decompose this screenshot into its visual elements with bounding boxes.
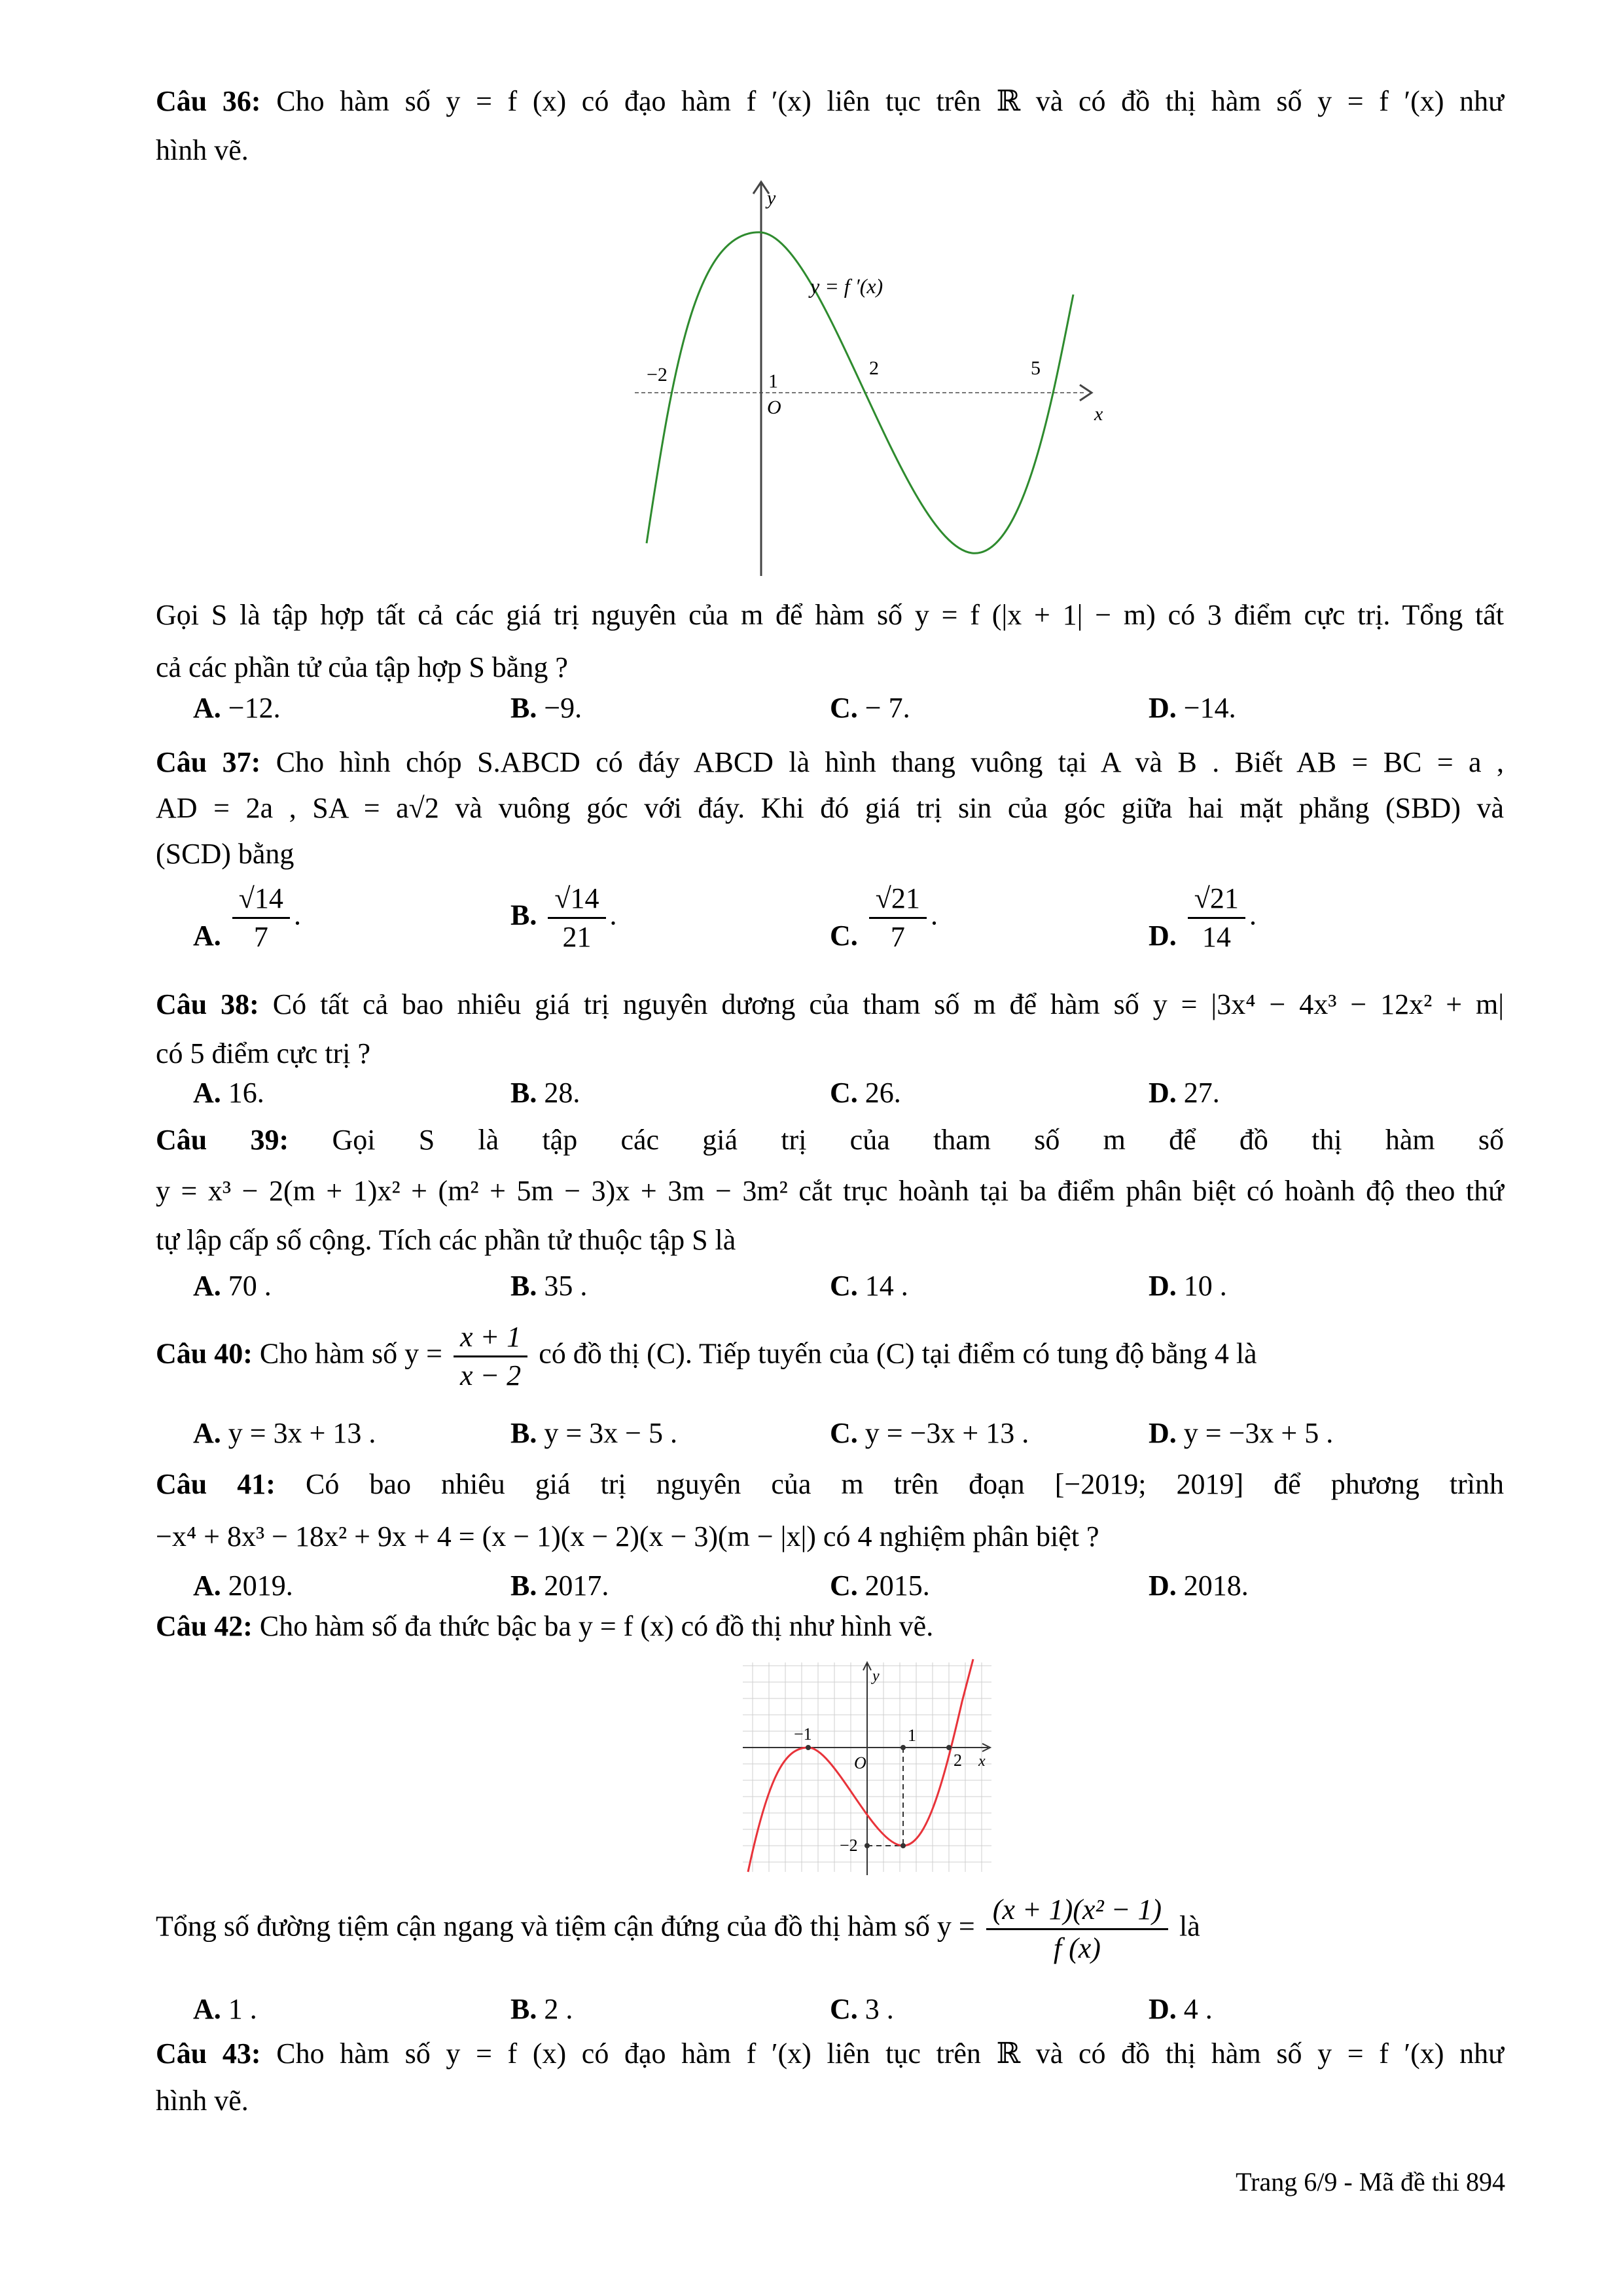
q42-tick-neg1: −1 [794, 1725, 812, 1744]
q41-line2: −x⁴ + 8x³ − 18x² + 9x + 4 = (x − 1)(x − 2)(x − 3)(m − |x|) có 4 nghiệm phân biệt ? [156, 1520, 1099, 1552]
q36-text1: Cho hàm số y = f (x) có đạo hàm f ′(x) liên tục trên ℝ và có đồ thị hàm số y = f ′(x) như [276, 85, 1504, 117]
q36-line4: cả các phần tử của tập hợp S bằng ? [156, 651, 568, 683]
q42-option-b[interactable]: B. 2 . [510, 1993, 573, 2025]
q36-curve-label: y = f ′(x) [810, 274, 883, 298]
q38-option-d[interactable]: D. 27. [1149, 1077, 1220, 1109]
q42-tick-1: 1 [908, 1726, 916, 1745]
q41-text1: Có bao nhiêu giá trị nguyên của m trên đoạn [−2019; 2019] để phương trình [306, 1468, 1505, 1500]
q38-option-a[interactable]: A. 16. [193, 1077, 264, 1109]
q42-pre: Tổng số đường tiệm cận ngang và tiệm cận đứng của đồ thị hàm số y = [156, 1910, 975, 1943]
q39-option-b[interactable]: B. 35 . [510, 1270, 588, 1302]
q40-line1 [156, 1319, 1504, 1394]
q41-label: Câu 41: [156, 1468, 276, 1500]
q38-line2: có 5 điểm cực trị ? [156, 1037, 371, 1069]
q36-line3: Gọi S là tập hợp tất cả các giá trị nguyên của m để hàm số y = f (|x + 1| − m) có 3 điểm cực trị. Tổng tất [156, 599, 1504, 631]
q43-text1: Cho hàm số y = f (x) có đạo hàm f ′(x) liên tục trên ℝ và có đồ thị hàm số y = f ′(x) như [276, 2037, 1504, 2070]
q42-option-d[interactable]: D. 4 . [1149, 1993, 1213, 2025]
q39-text1: Gọi S là tập các giá trị của tham số m để đồ thị hàm số [332, 1124, 1505, 1156]
q36-tick-5: 5 [1031, 357, 1041, 379]
q39-line1 [156, 1121, 1504, 1160]
q41-option-b[interactable]: B. 2017. [510, 1570, 609, 1602]
q42-text1: Cho hàm số đa thức bậc ba y = f (x) có đồ thị như hình vẽ. [259, 1610, 934, 1642]
q37-option-b[interactable]: B. $\frac{√14}{21}$ . [510, 880, 617, 956]
q41-option-d[interactable]: D. 2018. [1149, 1570, 1249, 1602]
q36-tick-1: 1 [768, 370, 778, 392]
q43-line2: hình vẽ. [156, 2085, 249, 2117]
q39-option-c[interactable]: C. 14 . [830, 1270, 908, 1302]
q37-line2: AD = 2a , SA = a√2 và vuông góc với đáy. Khi đó giá trị sin của góc giữa hai mặt phẳng (SBD) và [156, 792, 1504, 824]
q37-line3: (SCD) bằng [156, 838, 294, 870]
q42-x-label: x [978, 1753, 986, 1770]
q36-origin: O [767, 397, 781, 418]
q36-label: Câu 36: [156, 85, 261, 117]
q37-label: Câu 37: [156, 746, 261, 778]
q42-point-max [806, 1745, 811, 1750]
q37-text1: Cho hình chóp S.ABCD có đáy ABCD là hình thang vuông tại A và B . Biết AB = BC = a , [276, 746, 1505, 778]
q42-line2 [156, 1892, 1504, 1967]
q40-option-a[interactable]: A. y = 3x + 13 . [193, 1417, 376, 1449]
q42-origin: O [854, 1753, 866, 1772]
q40-post: có đồ thị (C). Tiếp tuyến của (C) tại điểm có tung độ bằng 4 là [539, 1337, 1257, 1370]
q42-point-x2 [946, 1745, 952, 1750]
q36-option-c[interactable]: C. − 7. [830, 692, 910, 724]
q42-point-x1 [901, 1745, 906, 1750]
q42-option-c[interactable]: C. 3 . [830, 1993, 894, 2025]
q38-option-c[interactable]: C. 26. [830, 1077, 901, 1109]
q39-line3: tự lập cấp số cộng. Tích các phần tử thuộc tập S là [156, 1224, 736, 1256]
q36-option-a[interactable]: A. −12. [193, 692, 281, 724]
q42-option-a[interactable]: A. 1 . [193, 1993, 257, 2025]
q36-x-label: x [1094, 403, 1103, 425]
q42-y-label: y [872, 1668, 880, 1685]
q43-label: Câu 43: [156, 2037, 261, 2070]
q42-fraction: $\frac{\text{(x + 1)(x² − 1)}}{f (x)}$ [986, 1892, 1168, 1967]
q37-option-c[interactable]: C. $\frac{√21}{7}$ . [830, 880, 938, 956]
q40-pre: Cho hàm số y = [259, 1337, 442, 1370]
q39-option-d[interactable]: D. 10 . [1149, 1270, 1227, 1302]
q36-line1 [156, 82, 1504, 121]
q37-option-d[interactable]: D. $\frac{√21}{14}$ . [1149, 880, 1257, 956]
q41-option-a[interactable]: A. 2019. [193, 1570, 293, 1602]
q39-label: Câu 39: [156, 1124, 289, 1156]
q36-line2: hình vẽ. [156, 134, 249, 166]
q42-tick-2: 2 [954, 1751, 962, 1770]
q37-option-a[interactable]: A. $\frac{√14}{7}$ . [193, 880, 301, 956]
q40-label: Câu 40: [156, 1337, 253, 1370]
q42-label: Câu 42: [156, 1610, 253, 1642]
q40-option-b[interactable]: B. y = 3x − 5 . [510, 1417, 677, 1449]
q36-option-d[interactable]: D. −14. [1149, 692, 1236, 724]
q36-option-b[interactable]: B. −9. [510, 692, 582, 724]
q40-option-d[interactable]: D. y = −3x + 5 . [1149, 1417, 1334, 1449]
q36-derivative-graph [628, 177, 1126, 583]
q38-label: Câu 38: [156, 988, 259, 1020]
q40-option-c[interactable]: C. y = −3x + 13 . [830, 1417, 1029, 1449]
q42-tick-neg2: −2 [840, 1836, 858, 1855]
q42-point-min [901, 1843, 906, 1848]
q43-line1 [156, 2034, 1504, 2073]
q39-option-a[interactable]: A. 70 . [193, 1270, 272, 1302]
q42-line1 [156, 1607, 1504, 1646]
q38-option-b[interactable]: B. 28. [510, 1077, 580, 1109]
q36-tick-neg2: −2 [647, 364, 668, 386]
q39-line2: y = x³ − 2(m + 1)x² + (m² + 5m − 3)x + 3m − 3m² cắt trục hoành tại ba điểm phân biệt có hoành độ theo thứ [156, 1175, 1504, 1207]
q38-text1: Có tất cả bao nhiêu giá trị nguyên dương của tham số m để hàm số y = |3x⁴ − 4x³ − 12x² + m| [272, 988, 1505, 1020]
q38-line1 [156, 985, 1504, 1024]
q42-cubic-graph [736, 1656, 998, 1878]
q40-fraction: $\frac{x + 1}{x - 2}$ [454, 1319, 527, 1394]
q41-option-c[interactable]: C. 2015. [830, 1570, 930, 1602]
q37-line1 [156, 743, 1504, 782]
page-footer: Trang 6/9 - Mã đề thi 894 [1236, 2167, 1505, 2197]
q41-line1 [156, 1465, 1504, 1504]
q42-point-yneg2 [865, 1843, 870, 1848]
q36-y-label: y [767, 187, 776, 209]
q36-tick-2: 2 [869, 357, 879, 379]
q42-post: là [1179, 1910, 1200, 1943]
